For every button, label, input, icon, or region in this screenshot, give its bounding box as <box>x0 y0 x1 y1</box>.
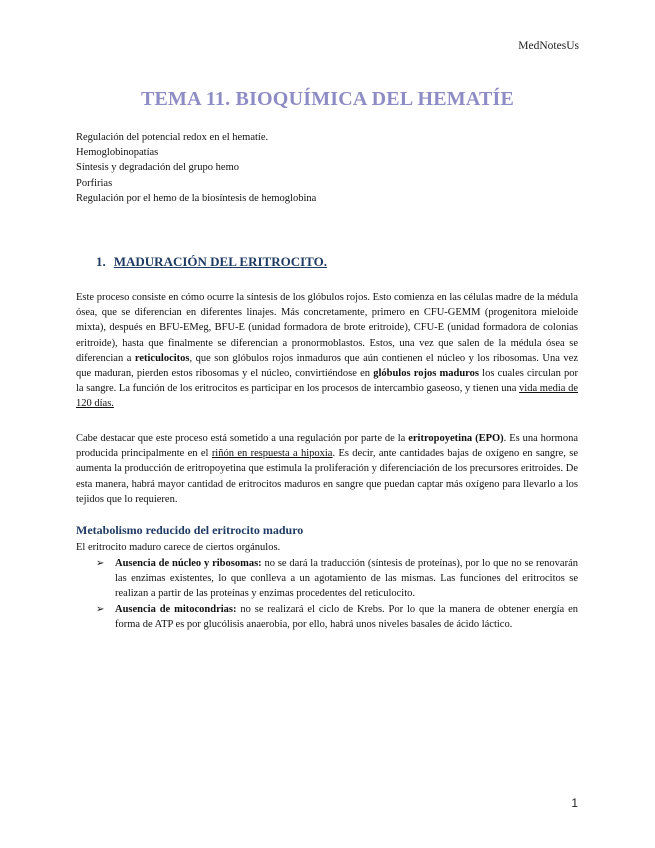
bold-term-mature-rbc: glóbulos rojos maduros <box>373 368 479 380</box>
text-run: , que son glóbulos rojos inmaduros que aún contienen el núcleo y los ribosomas. Una vez que maduran, pierden estos ribosomas y el núcleo, convirtiéndose en <box>76 352 578 380</box>
bullet-list <box>96 556 578 632</box>
text-run: Cabe destacar que este proceso está sometido a una regulación por parte de la <box>76 433 409 444</box>
bullet-bold-lead: Ausencia de mitocondrias: <box>115 603 237 615</box>
topic-item: Síntesis y degradación del grupo hemo <box>76 162 240 174</box>
bullet-text: no se dará la traducción (síntesis de proteínas), por lo que no se renovarán las enzimas existentes, lo que conlleva a un agotamiento de las mismas. Las funciones del eritrocitos se realizan a partir de las proteínas y enzimas procedentes del reticulocito. <box>115 558 579 600</box>
header-brand: MedNotesUs <box>518 40 579 52</box>
section-number: 1. <box>96 254 106 269</box>
bold-term-epo: eritropoyetina (EPO) <box>408 433 504 444</box>
text-run: . Es una hormona producida principalmente en el <box>76 433 578 460</box>
text-run: . Es decir, ante cantidades bajas de oxígeno en sangre, se aumenta la producción de eritropoyetina que estimula la proliferación y diferenciación de los precursores eritroides. De esta manera, habrá mayor cantidad de eritrocitos maduros en sangre que puedan captar más oxígeno para llevarlo a los tejidos que lo requieren. <box>76 448 578 505</box>
topic-item: Regulación del potencial redox en el hematíe. <box>76 132 269 143</box>
subheading-metabolism: Metabolismo reducido del eritrocito maduro <box>76 523 304 537</box>
text-run: Este proceso consiste en cómo ocurre la síntesis de los glóbulos rojos. Esto comienza en las células madre de la médula ósea, que se diferencian en diferentes linajes. Más concretamente, primero en CFU-GEMM (progenitora mieloide mixta), después en BFU-EMeg, BFU-E (unidad formadora de brote eritroide), CFU-E (unidad formadora de colonias eritroide), hasta que finalmente se diferencian a pronormoblastos. Estos, una vez que salen de la médula ósea se diferencian a <box>76 292 578 364</box>
arrow-bullet-icon: ➢ <box>96 558 105 569</box>
list-item <box>96 602 578 632</box>
paragraph-epo <box>76 431 578 507</box>
bullet-bold-lead: Ausencia de núcleo y ribosomas: <box>115 558 262 569</box>
underlined-kidney-hypoxia: riñón en respuesta a hipoxia <box>211 448 333 460</box>
arrow-bullet-icon: ➢ <box>96 603 105 615</box>
topic-item: Porfirias <box>76 177 113 189</box>
page-number: 1 <box>571 796 578 810</box>
section-title: MADURACIÓN DEL ERITROCITO. <box>113 254 327 269</box>
paragraph-organelles: El eritrocito maduro carece de ciertos orgánulos. <box>76 542 281 553</box>
document-title: TEMA 11. BIOQUÍMICA DEL HEMATÍE <box>140 88 515 110</box>
bullet-text: no se realizará el ciclo de Krebs. Por lo que la manera de obtener energía en forma de ATP es por glucólisis anaerobia, por ello, habrá unos niveles basales de ácido láctico. <box>115 603 578 630</box>
text-run: los cuales circulan por la sangre. La función de los eritrocitos es participar en los procesos de intercambio gaseoso, y tienen una <box>76 368 579 395</box>
bold-term-reticulocitos: reticulocitos <box>134 352 190 364</box>
topic-item: Hemoglobinopatías <box>76 147 159 159</box>
paragraph-maturation <box>76 290 578 412</box>
section-heading <box>96 254 327 270</box>
topic-item: Regulación por el hemo de la biosíntesis de hemoglobina <box>76 192 317 204</box>
list-item <box>96 556 578 602</box>
underlined-lifespan: vida media de 120 días. <box>76 383 578 410</box>
topic-list <box>76 130 576 206</box>
